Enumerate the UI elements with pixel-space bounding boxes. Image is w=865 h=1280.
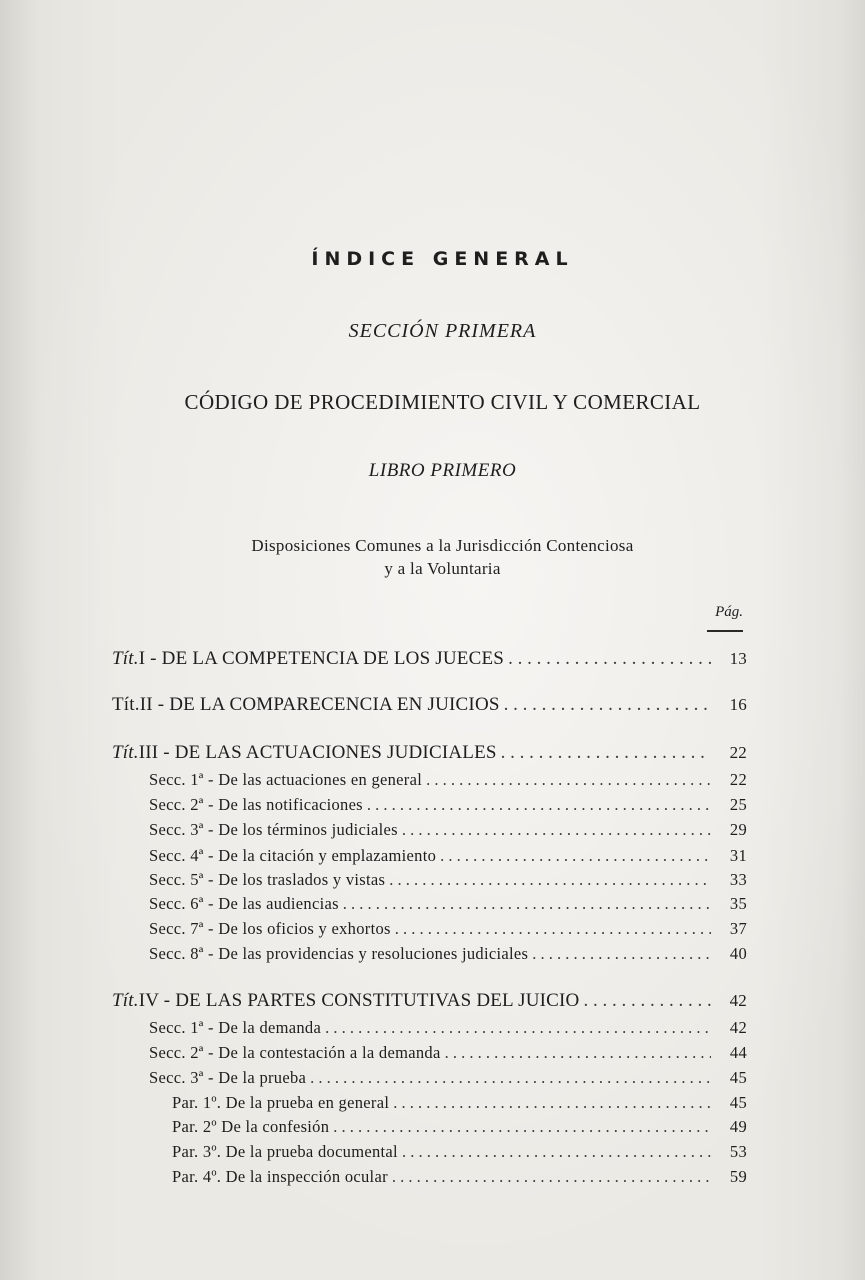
toc-page-number: 35 — [729, 894, 747, 913]
toc-page-number: 22 — [729, 743, 747, 762]
code-heading: CÓDIGO DE PROCEDIMIENTO CIVIL Y COMERCIAL — [184, 390, 701, 414]
toc-paragraph — [172, 1167, 747, 1187]
leader-dots — [392, 1167, 711, 1187]
toc-section — [149, 894, 747, 914]
leader-dots — [508, 648, 711, 670]
toc-page-number: 42 — [729, 1018, 747, 1037]
toc-title-text: IV - DE LAS PARTES CONSTITUTIVAS DEL JUICIO — [138, 990, 580, 1011]
toc-section — [149, 846, 747, 866]
toc-section — [149, 1043, 747, 1063]
tit-prefix: Tít. — [112, 742, 139, 763]
provisions-heading-line2: y a la Voluntaria — [384, 559, 501, 578]
toc-section — [149, 1068, 747, 1088]
leader-dots — [504, 694, 711, 716]
leader-dots — [583, 990, 711, 1012]
toc-page-number: 22 — [729, 770, 747, 789]
toc-section-text: Secc. 7ª - De los oficios y exhortos — [149, 919, 391, 938]
leader-dots — [367, 795, 711, 815]
page-column-rule — [707, 630, 743, 632]
toc-paragraph-text: Par. 1º. De la prueba en general — [172, 1093, 390, 1112]
page-column-label: Pág. — [715, 604, 743, 620]
toc-section-text: Secc. 4ª - De la citación y emplazamiento — [149, 846, 437, 865]
toc-page-number: 44 — [729, 1043, 747, 1062]
leader-dots — [532, 944, 711, 964]
toc-section-text: Secc. 3ª - De los términos judiciales — [149, 820, 398, 839]
toc-section — [149, 944, 747, 964]
book-heading: LIBRO PRIMERO — [368, 460, 517, 481]
leader-dots — [310, 1068, 711, 1088]
tit-prefix: Tít. — [112, 694, 140, 715]
toc-page-number: 42 — [729, 991, 747, 1010]
leader-dots — [501, 742, 711, 764]
toc-page-number: 33 — [729, 870, 747, 889]
toc-page-number: 16 — [729, 695, 747, 714]
toc-section — [149, 770, 747, 790]
tit-prefix: Tít. — [112, 648, 139, 669]
index-heading: ÍNDICE GENERAL — [311, 248, 574, 270]
toc-page-number: 31 — [729, 846, 747, 865]
toc-page-number: 59 — [729, 1167, 747, 1186]
toc-title-1 — [112, 648, 747, 670]
leader-dots — [440, 846, 711, 866]
leader-dots — [426, 770, 711, 790]
toc-page-number: 25 — [729, 795, 747, 814]
leader-dots — [395, 919, 711, 939]
toc-section-text: Secc. 2ª - De las notificaciones — [149, 795, 363, 814]
leader-dots — [333, 1117, 711, 1137]
toc-section — [149, 1018, 747, 1038]
toc-page-number: 13 — [729, 649, 747, 668]
toc-page-number: 45 — [729, 1068, 747, 1087]
toc-section-text: Secc. 8ª - De las providencias y resoluciones judiciales — [149, 944, 529, 963]
leader-dots — [325, 1018, 711, 1038]
toc-section — [149, 820, 747, 840]
toc-page-number: 29 — [729, 820, 747, 839]
toc-section — [149, 919, 747, 939]
toc-page-number: 53 — [729, 1142, 747, 1161]
toc-page-number: 45 — [729, 1093, 747, 1112]
toc-paragraph — [172, 1093, 747, 1113]
leader-dots — [402, 1142, 711, 1162]
leader-dots — [393, 1093, 711, 1113]
toc-title-2 — [112, 694, 747, 716]
section-heading: SECCIÓN PRIMERA — [348, 320, 537, 342]
toc-section-text: Secc. 1ª - De la demanda — [149, 1018, 322, 1037]
leader-dots — [402, 820, 711, 840]
toc-section-text: Secc. 1ª - De las actuaciones en general — [149, 770, 423, 789]
tit-prefix: Tít. — [112, 990, 139, 1011]
toc-section-text: Secc. 3ª - De la prueba — [149, 1068, 307, 1087]
toc-section-text: Secc. 6ª - De las audiencias — [149, 894, 339, 913]
toc-paragraph-text: Par. 2º De la confesión — [172, 1117, 330, 1136]
toc-paragraph — [172, 1142, 747, 1162]
toc-section-text: Secc. 2ª - De la contestación a la demanda — [149, 1043, 441, 1062]
toc-title-4 — [112, 990, 747, 1012]
leader-dots — [445, 1043, 711, 1063]
toc-page-number: 37 — [729, 919, 747, 938]
toc-title-text: III - DE LAS ACTUACIONES JUDICIALES — [138, 742, 497, 763]
toc-page-number: 49 — [729, 1117, 747, 1136]
toc-section-text: Secc. 5ª - De los traslados y vistas — [149, 870, 386, 889]
provisions-heading-line1: Disposiciones Comunes a la Jurisdicción Contenciosa — [251, 536, 634, 555]
toc-section — [149, 870, 747, 890]
toc-page-number: 40 — [729, 944, 747, 963]
toc-paragraph-text: Par. 4º. De la inspección ocular — [172, 1167, 388, 1186]
toc-section — [149, 795, 747, 815]
toc-title-text: I - DE LA COMPETENCIA DE LOS JUECES — [138, 648, 505, 669]
leader-dots — [343, 894, 711, 914]
toc-title-3 — [112, 742, 747, 764]
toc-title-text: II - DE LA COMPARECENCIA EN JUICIOS — [139, 694, 500, 715]
leader-dots — [389, 870, 711, 890]
toc-paragraph — [172, 1117, 747, 1137]
toc-paragraph-text: Par. 3º. De la prueba documental — [172, 1142, 398, 1161]
